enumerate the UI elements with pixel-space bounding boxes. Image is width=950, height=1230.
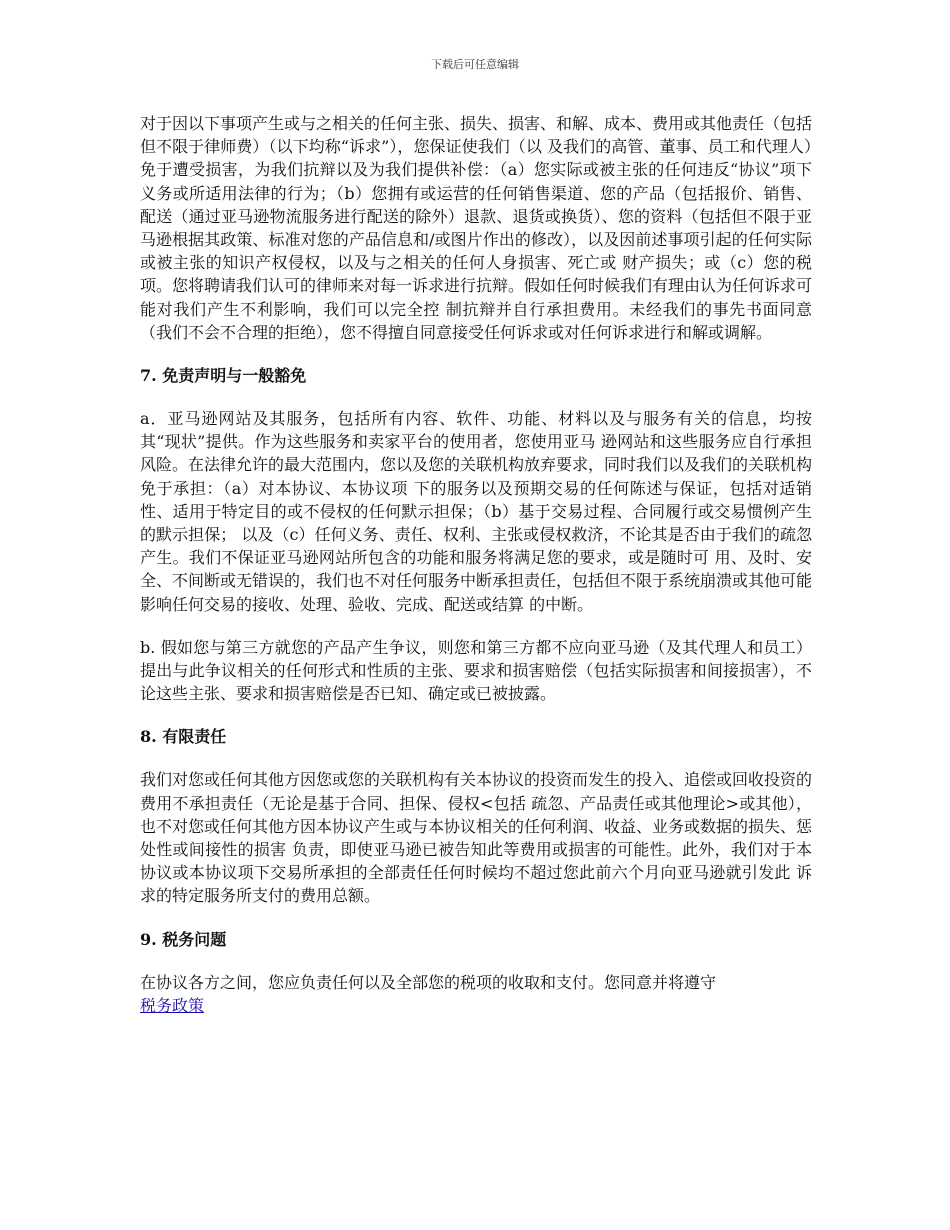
section-8-heading: 8. 有限责任: [140, 727, 227, 747]
section-9-paragraph: [140, 971, 812, 1017]
section-7-heading: 7. 免责声明与一般豁免: [140, 366, 307, 386]
header-note: 下载后可任意编辑: [431, 58, 519, 71]
section-9-heading: 9. 税务问题: [140, 929, 227, 949]
section-7b-paragraph: b. 假如您与第三方就您的产品产生争议，则您和第三方都不应向亚马逊（及其代理人和员工）提出与此争议相关的任何形式和性质的主张、要求和损害赔偿（包括实际损害和间接损害），不论这些主张、要求和损害赔偿是否已知、确定或已被披露。: [140, 637, 812, 704]
indemnity-paragraph: 对于因以下事项产生或与之相关的任何主张、损失、损害、和解、成本、费用或其他责任（包括但不限于律师费）（以下均称“诉求”），您保证使我们（以 及我们的高管、董事、员工和代理人）免于遭受损害，为我们抗辩以及为我们提供补偿：（a）您实际或被主张的任何违反“协议”项下义务或所适用法律的行为；（b）您拥有或运营的任何销售渠道、您的产品（包括报价、销售、配送（通过亚马逊物流服务进行配送的除外）退款、退货或换货）、您的资料（包括但不限于亚 马逊根据其政策、标准对您的产品信息和/或图片作出的修改），以及因前述事项引起的任何实际或被主张的知识产权侵权，以及与之相关的任何人身损害、死亡或 财产损失；或（c）您的税项。您将聘请我们认可的律师来对每一诉求进行抗辩。假如任何时候我们有理由认为任何诉求可能对我们产生不利影响，我们可以完全控 制抗辩并自行承担费用。未经我们的事先书面同意（我们不会不合理的拒绝），您不得擅自同意接受任何诉求或对任何诉求进行和解或调解。: [140, 114, 813, 342]
section-9-text: 在协议各方之间，您应负责任何以及全部您的税项的收取和支付。您同意并将遵守: [140, 972, 717, 992]
section-7a-paragraph: a．亚马逊网站及其服务，包括所有内容、软件、功能、材料以及与服务有关的信息，均按其“现状”提供。作为这些服务和卖家平台的使用者，您使用亚马 逊网站和这些服务应自行承担风险。在法律允许的最大范围内，您以及您的关联机构放弃要求，同时我们以及我们的关联机构免于承担：（a）对本协议、本协议项 下的服务以及预期交易的任何陈述与保证，包括对适销性、适用于特定目的或不侵权的任何默示担保；（b）基于交易过程、合同履行或交易惯例产生的默示担保； 以及（c）任何义务、责任、权利、主张或侵权救济，不论其是否由于我们的疏忽产生。我们不保证亚马逊网站所包含的功能和服务将满足您的要求，或是随时可 用、及时、安全、不间断或无错误的，我们也不对任何服务中断承担责任，包括但不限于系统崩溃或其他可能影响任何交易的接收、处理、验收、完成、配送或结算 的中断。: [140, 409, 813, 614]
document-body: [140, 112, 812, 1017]
section-8-paragraph: 我们对您或任何其他方因您或您的关联机构有关本协议的投资而发生的投入、追偿或回收投资的费用不承担责任（无论是基于合同、担保、侵权<包括 疏忽、产品责任或其他理论>或其他），也不对您或任何其他方因本协议产生或与本协议相关的任何利润、收益、业务或数据的损失、惩处性或间接性的损害 负责，即使亚马逊已被告知此等费用或损害的可能性。此外，我们对于本协议或本协议项下交易所承担的全部责任任何时候均不超过您此前六个月向亚马逊就引发此 诉求的特定服务所支付的费用总额。: [140, 770, 813, 906]
tax-policy-link[interactable]: 税务政策: [140, 995, 205, 1015]
